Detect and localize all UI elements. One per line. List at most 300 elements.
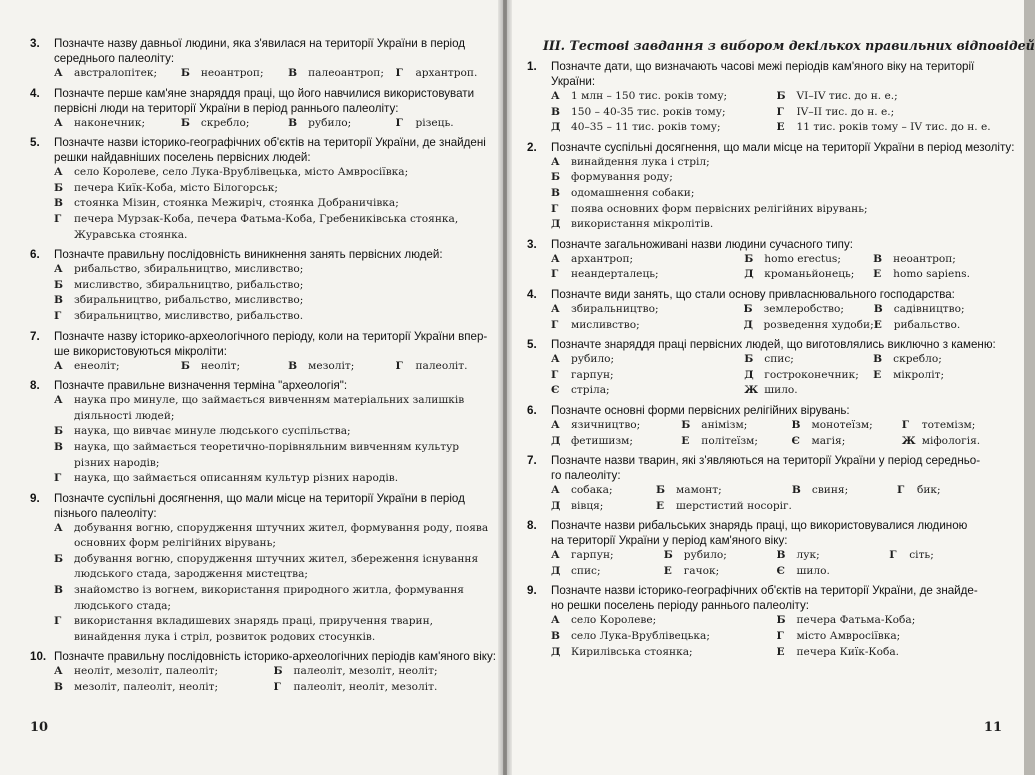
question-text-line: України:	[551, 75, 596, 88]
option-letter: Е	[873, 268, 882, 281]
option-letter: Д	[551, 218, 561, 231]
option-letter: А	[551, 484, 560, 497]
answer-option	[54, 680, 274, 696]
option-text: наука, що займається теоретично-порівняльним вивченням культур різних народів;	[74, 440, 460, 469]
answer-option	[897, 483, 1002, 499]
option-text: мамонт;	[676, 484, 722, 497]
question-text-line: Позначте види занять, що стали основу привласнювального господарства:	[551, 287, 955, 301]
answer-option	[664, 548, 777, 564]
answer-option	[551, 629, 777, 645]
option-text: формування роду;	[571, 171, 673, 184]
option-letter: Г	[551, 368, 559, 381]
answer-options	[551, 352, 1002, 399]
option-letter: Б	[681, 418, 691, 431]
option-text: наука, що вивчає минуле людського суспільства;	[74, 425, 351, 438]
answer-option	[551, 318, 743, 334]
question-text	[54, 247, 493, 262]
question-header	[30, 36, 493, 66]
question-number: 8.	[30, 379, 40, 393]
question-text-line: середнього палеоліту:	[54, 52, 175, 65]
answer-option	[551, 499, 656, 515]
answer-option	[395, 359, 493, 375]
question-text-line: пізнього палеоліту:	[54, 506, 157, 520]
option-letter: Д	[551, 645, 561, 658]
option-letter: Е	[663, 564, 672, 577]
option-letter: Б	[656, 484, 666, 497]
option-letter: Г	[395, 116, 403, 129]
answer-option	[54, 359, 181, 375]
option-text: міфологія.	[921, 434, 981, 447]
question-block	[30, 36, 493, 82]
option-letter: Б	[180, 67, 190, 79]
answer-option	[744, 352, 873, 368]
question-text-line: решки найдавніших поселень первісних людей:	[54, 151, 311, 165]
question-text	[551, 237, 1002, 252]
option-letter: В	[288, 116, 298, 129]
option-text: рубило;	[683, 549, 727, 562]
option-text: бик;	[916, 484, 941, 497]
option-text: винайдення лука і стріл;	[571, 155, 710, 168]
option-letter: В	[873, 353, 883, 366]
option-letter: Е	[656, 499, 665, 512]
answer-option	[744, 252, 873, 268]
answer-option	[54, 424, 493, 440]
option-letter: Е	[776, 645, 785, 658]
option-letter: В	[288, 359, 298, 372]
answer-row	[54, 614, 493, 645]
option-text: стоянка Мізин, стоянка Межиріч, стоянка Добраничівка;	[74, 197, 399, 210]
answer-option	[54, 66, 181, 82]
answer-option	[744, 368, 873, 384]
option-letter: Б	[776, 614, 786, 627]
question-text	[551, 287, 1002, 302]
option-letter: В	[54, 440, 63, 453]
option-letter: Ж	[744, 384, 759, 397]
question-number: 3.	[527, 237, 537, 251]
question-number: 4.	[527, 287, 537, 301]
option-text: спис;	[764, 353, 794, 366]
page-number-right: 11	[983, 720, 1002, 735]
answer-option	[551, 302, 743, 318]
option-text: використання мікролітів.	[571, 218, 714, 231]
answer-options	[54, 664, 493, 695]
question-number: 8.	[527, 519, 537, 533]
option-letter: Г	[395, 359, 403, 372]
question-text-line: Позначте назву давньої людини, яка з'явилася на території України в період	[54, 37, 466, 50]
question-number: 4.	[30, 86, 40, 100]
option-text: печера Киїк-Коба, місто Білогорськ;	[74, 181, 278, 194]
question-text-line: Позначте знаряддя праці первісних людей, що виготовлялись виключно з каменю:	[551, 338, 996, 352]
option-letter: Б	[54, 278, 64, 291]
option-letter: Г	[551, 318, 559, 331]
option-text: збиральництво, рибальство, мисливство;	[74, 294, 304, 307]
option-letter: Г	[776, 630, 784, 643]
answer-row	[54, 278, 493, 294]
question-text	[551, 140, 1015, 155]
option-letter: А	[54, 521, 63, 534]
answer-option	[288, 66, 395, 82]
option-text: магія;	[811, 434, 846, 447]
option-letter: В	[551, 630, 560, 643]
answer-options	[551, 613, 1002, 660]
option-letter: А	[551, 353, 560, 366]
answer-option	[54, 262, 493, 278]
answer-option	[681, 434, 791, 450]
option-text: скребло;	[200, 116, 250, 129]
answer-options	[551, 418, 1002, 449]
option-text: мезоліт, палеоліт, неоліт;	[74, 681, 219, 694]
question-block	[527, 237, 1002, 283]
option-text: шило.	[796, 564, 830, 577]
answer-grid	[551, 302, 1002, 333]
question-number: 10.	[30, 650, 47, 664]
option-letter: Є	[791, 434, 800, 447]
answer-option	[551, 89, 777, 105]
answer-grid	[551, 352, 1002, 399]
option-text: збиральництво;	[571, 302, 659, 315]
book-gutter	[498, 0, 512, 775]
question-text-line: Позначте суспільні досягнення, що мали місце на території України в період	[54, 491, 465, 505]
answer-options	[54, 359, 493, 375]
option-text: лук;	[796, 549, 820, 562]
option-letter: Б	[180, 116, 190, 129]
option-text: палеоліт.	[415, 359, 468, 372]
answer-options	[54, 521, 493, 646]
option-text: скребло;	[893, 353, 942, 366]
answer-option	[181, 359, 288, 375]
question-text-line: ше використовуються мікроліти:	[54, 344, 228, 358]
option-text: знайомство із вогнем, використання природного житла, формування людського стада;	[74, 584, 464, 612]
option-text: архантроп.	[415, 67, 478, 79]
question-text-line: Позначте загальноживані назви людини сучасного типу:	[551, 237, 853, 251]
question-block	[30, 86, 493, 132]
option-text: використання вкладишевих знарядь праці, приручення тварин, винайдення лука і стріл, розвиток родових стосунків.	[74, 615, 433, 643]
option-text: шило.	[764, 384, 798, 397]
answer-option	[54, 165, 493, 181]
option-letter: Б	[54, 181, 64, 194]
question-text-line: Позначте дати, що визначають часові межі періодів кам'яного віку на території	[551, 60, 975, 73]
question-text-line: Позначте перше кам'яне знаряддя праці, що його навчилися використовувати	[54, 86, 475, 100]
answer-option	[551, 368, 744, 384]
answer-options	[551, 155, 1002, 233]
answer-options	[551, 89, 1002, 136]
question-text	[54, 329, 493, 359]
option-letter: Е	[681, 434, 690, 447]
question-header	[527, 583, 1002, 613]
option-text: поява основних форм первісних релігійних вірувань;	[571, 202, 868, 215]
option-letter: В	[54, 294, 63, 307]
answer-row	[54, 262, 493, 278]
question-header	[527, 453, 1002, 483]
question-header	[30, 378, 493, 393]
left-page	[0, 0, 503, 775]
option-letter: Б	[180, 359, 190, 372]
question-block	[30, 135, 493, 243]
option-text: сіть;	[909, 549, 934, 562]
answer-option	[777, 105, 1003, 121]
question-number: 6.	[527, 403, 537, 417]
option-letter: Б	[663, 549, 673, 562]
question-number: 3.	[30, 37, 40, 50]
answer-option	[777, 89, 1003, 105]
option-text: одомашнення собаки;	[571, 186, 695, 199]
option-text: спис;	[571, 564, 601, 577]
answer-option	[551, 120, 777, 136]
option-letter: А	[551, 614, 560, 627]
option-letter: Б	[744, 353, 754, 366]
question-text	[54, 86, 493, 116]
question-text	[54, 649, 497, 664]
answer-row	[54, 521, 493, 552]
answer-option	[744, 383, 873, 399]
right-questions	[527, 59, 1015, 660]
answer-row	[54, 293, 493, 309]
question-text-line: Позначте назву історико-археологічного періоду, коли на території України впер-	[54, 329, 488, 343]
answer-option	[274, 664, 494, 680]
answer-grid	[54, 359, 493, 375]
answer-option	[744, 267, 873, 283]
option-letter: Б	[273, 665, 283, 678]
option-text: шерстистий носоріг.	[676, 499, 792, 512]
answer-option	[54, 196, 493, 212]
answer-options	[54, 66, 493, 82]
option-text: неоліт;	[200, 359, 241, 372]
answer-option	[792, 418, 902, 434]
answer-option	[902, 418, 1002, 434]
answer-option	[874, 318, 1002, 334]
option-letter: А	[54, 263, 63, 276]
answer-option	[395, 66, 493, 82]
option-letter: Г	[901, 418, 910, 431]
option-letter: В	[776, 549, 786, 562]
question-text-line: Позначте правильне визначення терміна "археологія":	[54, 379, 348, 393]
option-letter: Г	[551, 268, 559, 281]
option-letter: Д	[744, 268, 754, 281]
answer-option	[551, 548, 664, 564]
question-header	[527, 287, 1002, 302]
question-header	[527, 140, 1015, 155]
answer-option	[551, 613, 777, 629]
question-block	[527, 583, 1002, 660]
question-text-line: Позначте правильну послідовність виникнення занять первісних людей:	[54, 248, 443, 262]
question-number: 7.	[30, 329, 40, 343]
question-text-line: Позначте назви історико-географічних об'єктів на території України, де знайде-	[551, 584, 978, 598]
question-block	[527, 140, 1015, 233]
option-text: стріла;	[571, 384, 610, 397]
answer-option	[181, 116, 288, 132]
option-letter: А	[551, 418, 560, 431]
answer-options	[551, 483, 1002, 514]
option-text: мезоліт;	[308, 359, 355, 372]
option-text: село Королеве, село Лука-Врублівецька, місто Амвросіївка;	[74, 166, 409, 179]
option-letter: А	[54, 359, 63, 372]
option-letter: Г	[54, 615, 62, 628]
answer-row	[54, 424, 493, 440]
option-letter: В	[288, 67, 298, 79]
question-number: 5.	[527, 338, 537, 352]
option-letter: А	[54, 116, 63, 129]
option-letter: Б	[551, 171, 561, 184]
answer-options	[54, 116, 493, 132]
answer-row	[54, 309, 493, 325]
answer-option	[54, 664, 274, 680]
option-text: неоліт, мезоліт, палеоліт;	[74, 665, 219, 678]
answer-option	[743, 318, 873, 334]
answer-option	[54, 309, 493, 325]
question-number: 6.	[30, 248, 40, 262]
answer-option	[681, 418, 791, 434]
answer-option	[54, 212, 493, 243]
option-text: мисливство;	[571, 318, 640, 331]
answer-option	[54, 181, 493, 197]
question-number: 7.	[527, 454, 537, 468]
answer-options	[54, 262, 493, 324]
option-text: розведення худоби;	[763, 318, 874, 331]
answer-option	[54, 278, 493, 294]
question-block	[30, 329, 493, 375]
answer-option	[743, 302, 873, 318]
answer-option	[656, 483, 792, 499]
answer-option	[792, 483, 897, 499]
option-letter: Г	[54, 309, 62, 322]
question-text	[551, 583, 1002, 613]
answer-option	[777, 613, 1003, 629]
option-letter: Д	[551, 434, 561, 447]
answer-options	[54, 393, 493, 487]
answer-grid	[551, 89, 1002, 136]
answer-option	[288, 116, 395, 132]
option-letter: Б	[744, 252, 754, 265]
option-letter: Д	[744, 368, 754, 381]
question-header	[527, 337, 1002, 352]
option-text: Кирилівська стоянка;	[571, 645, 693, 658]
answer-option	[551, 252, 744, 268]
answer-option	[777, 564, 890, 580]
answer-option	[551, 202, 1002, 218]
answer-option	[664, 564, 777, 580]
left-questions	[30, 36, 497, 696]
question-text-line: Позначте назви історико-географічних об'єктів на території України, де знайдені	[54, 136, 486, 150]
question-text-line: Позначте основні форми первісних релігійних вірувань:	[551, 403, 850, 417]
option-text: свиня;	[811, 484, 849, 497]
answer-row	[551, 217, 1002, 233]
option-text: місто Амвросіївка;	[796, 630, 901, 643]
answer-option	[54, 583, 493, 614]
option-text: фетишизм;	[571, 434, 633, 447]
answer-row	[54, 552, 493, 583]
question-text-line: Позначте правильну послідовність історико-археологічних періодів кам'яного віку:	[54, 650, 497, 664]
answer-option	[551, 170, 1002, 186]
option-text: неоантроп;	[200, 67, 264, 79]
answer-options	[551, 302, 1002, 333]
option-text: різець.	[415, 116, 454, 129]
answer-option	[551, 483, 656, 499]
option-letter: Є	[551, 384, 560, 397]
option-text: анімізм;	[701, 418, 748, 431]
question-header	[30, 649, 497, 664]
answer-row	[551, 186, 1002, 202]
option-letter: Д	[743, 318, 753, 331]
option-letter: В	[54, 197, 63, 210]
option-text: наука про минуле, що займається вивченням матеріальних залишків діяльності людей;	[74, 394, 465, 422]
answer-option	[551, 267, 744, 283]
question-text	[54, 491, 493, 521]
option-text: 1 млн – 150 тис. років тому;	[571, 90, 728, 102]
option-letter: В	[873, 302, 883, 315]
answer-option	[873, 252, 1002, 268]
option-letter: В	[791, 418, 801, 431]
answer-option	[54, 471, 493, 487]
option-text: тотемізм;	[921, 418, 976, 431]
option-text: палеоліт, мезоліт, неоліт;	[293, 665, 438, 678]
answer-row	[54, 393, 493, 424]
answer-option	[551, 383, 744, 399]
option-text: архантроп;	[571, 252, 634, 265]
option-letter: А	[54, 166, 63, 179]
answer-option	[54, 293, 493, 309]
option-letter: Г	[54, 212, 62, 225]
option-text: садівництво;	[893, 302, 965, 315]
answer-option	[551, 418, 681, 434]
option-text: 150 – 40-35 тис. років тому;	[571, 105, 726, 118]
question-number: 5.	[30, 136, 40, 150]
answer-option	[873, 267, 1002, 283]
option-text: мисливство, збиральництво, рибальство;	[74, 278, 304, 291]
answer-option	[551, 434, 681, 450]
option-letter: В	[551, 105, 560, 118]
option-letter: Г	[273, 681, 281, 694]
option-letter: Е	[873, 368, 882, 381]
option-letter: Г	[395, 67, 403, 79]
answer-option	[551, 105, 777, 121]
option-letter: Е	[873, 318, 882, 331]
answer-option	[551, 217, 1002, 233]
option-text: рибальство.	[893, 318, 961, 331]
option-letter: А	[551, 90, 560, 102]
question-header	[527, 59, 1002, 89]
option-letter: В	[551, 186, 560, 199]
option-text: печера Мурзак-Коба, печера Фатьма-Коба, Гребениківська стоянка, Журавська стоянка.	[74, 212, 459, 241]
question-block	[30, 378, 493, 487]
option-letter: А	[54, 665, 63, 678]
option-text: рубило;	[308, 116, 352, 129]
option-text: IV–II тис. до н. е.;	[796, 105, 895, 118]
question-text	[54, 378, 493, 393]
option-text: рубило;	[571, 353, 615, 366]
answer-option	[777, 629, 1003, 645]
answer-row	[54, 471, 493, 487]
option-letter: А	[54, 394, 63, 407]
question-text	[551, 59, 1002, 89]
option-text: 40–35 – 11 тис. років тому;	[571, 121, 721, 134]
option-letter: Д	[551, 499, 561, 512]
option-letter: Б	[54, 425, 64, 438]
question-header	[30, 491, 493, 521]
question-block	[527, 287, 1002, 333]
option-letter: Б	[54, 552, 64, 565]
option-text: монотеїзм;	[811, 418, 873, 431]
question-text-line: Позначте назви тварин, які з'являються на території України у період середньо-	[551, 454, 981, 468]
answer-option	[54, 521, 493, 552]
option-letter: Г	[896, 484, 905, 497]
option-letter: Г	[889, 549, 897, 562]
option-letter: Г	[54, 472, 62, 485]
answer-option	[181, 66, 288, 82]
answer-row	[551, 170, 1002, 186]
question-block	[527, 453, 1002, 514]
option-text: гачок;	[683, 564, 720, 577]
answer-row	[54, 440, 493, 471]
